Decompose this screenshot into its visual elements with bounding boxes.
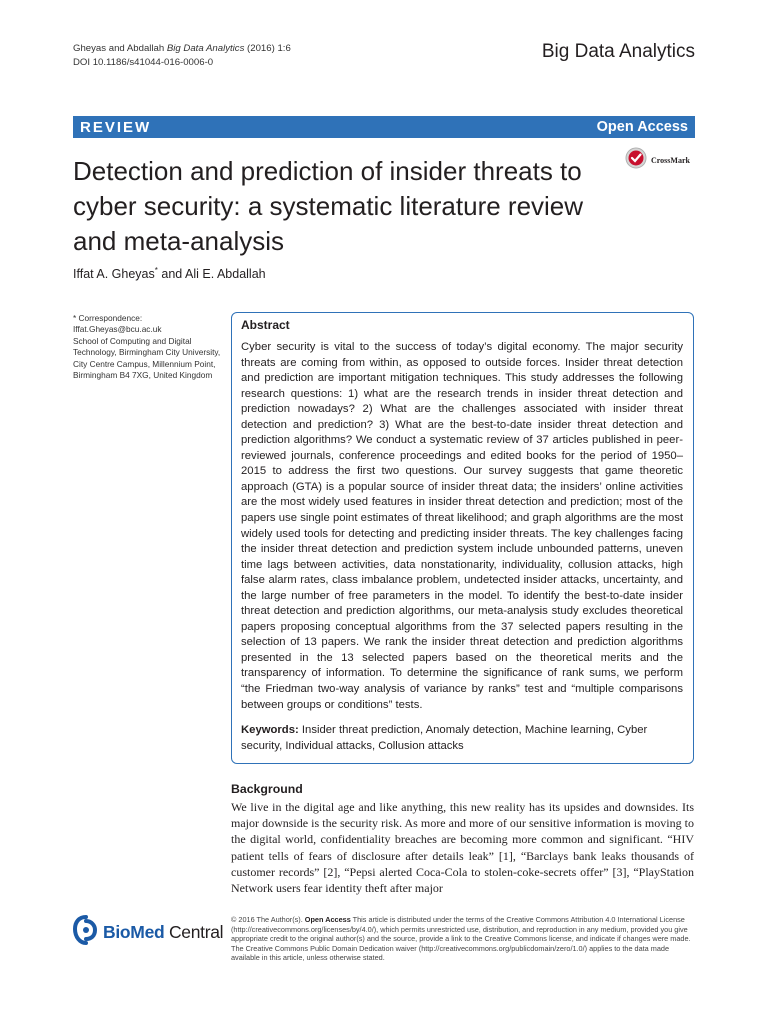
doi-line: DOI 10.1186/s41044-016-0006-0: [73, 56, 214, 68]
abstract-text: Cyber security is vital to the success of today’s digital economy. The major security threats are coming from within, as opposed to outside forces. Insider threat detection and prediction are important mitigation techniques. This study addresses the following research questions: 1) what are the research trends in insider threat detection and prediction nowadays? 2) What are the challenges associated with insider threat detection and prediction? 3) What are the best-to-date insider threat detection and prediction algorithms? We conduct a systematic review of 37 articles published in peer-reviewed journals, conference proceedings and edited books for the period of 1950–2015 to address the first two questions. Our survey suggests that game theoretic approach (GTA) is a popular source of insider threat data; the insiders’ online activities are the most widely used features in insider threat detection and prediction; most of the papers use single point estimates of threat likelihood; and graph algorithms are the most widely used tools for detecting and predicting insider threats. The key challenges facing the insider threat detection and prediction system include unbounded patterns, uneven time lags between activities, data nonstationarity, individuality, collusion attacks, high false alarm rates, class imbalance problem, undetected insider attacks, uncertainty, and the large number of free parameters in the model. To identify the best-to-date insider threat detection and prediction algorithms, our meta-analysis study excludes theoretical papers proposing conceptual algorithms from the 37 selected papers resulting in the selection of 13 papers. We rank the insider threat detection and prediction algorithms presented in the 13 selected papers based on the theoretical merits and the transparency of information. To determine the significance of rank sums, we perform “the Friedman two-way analysis of variance by ranks” test and “multiple comparisons between groups or conditions” tests.: [241, 341, 683, 711]
crossmark-label: CrossMark: [651, 156, 690, 165]
corresponding-mark: *: [154, 266, 158, 275]
citation-volume: (2016) 1:6: [244, 43, 291, 54]
license-open-access-label: Open Access: [304, 915, 351, 924]
publisher-name-regular: Central: [164, 922, 224, 942]
publisher-name-bold: BioMed: [103, 922, 165, 942]
citation-journal: Big Data Analytics: [166, 43, 245, 54]
abstract-box: [231, 312, 694, 764]
citation-line: [73, 42, 291, 56]
background-text: We live in the digital age and like anything, this new reality has its upsides and downsides. Its major downside is the security risk. As more and more of our sensitive information is moving to the digital world, confidentiality breaches are becoming more common and significant. “HIV patient tells of fears of disclosure after details leak” [1], “Barclays bank leaks thousands of customer records” [2], “Pepsi alerted Coca-Cola to stolen-coke-secrets offer” [3], “PlayStation Network users fear identity theft after major: [231, 800, 694, 896]
license-body: This article is distributed under the terms of the Creative Commons Attribution 4.0 International License (http://creativecommons.org/licenses/by/4.0/), which permits unrestricted use, distribution, and reproduction in any medium, provided you give appropriate credit to the original author(s) and the source, provide a link to the Creative Commons license, and indicate if changes were made. The Creative Commons Public Domain Dedication waiver (http://creativecommons.org/publicdomain/zero/1.0/) applies to the data made available in this article, unless otherwise stated.: [231, 915, 691, 963]
keywords: [241, 723, 683, 754]
article-type-banner: [73, 116, 695, 138]
author-name[interactable]: and Ali E. Abdallah: [157, 267, 266, 282]
crossmark-badge[interactable]: [625, 147, 690, 174]
publisher-logo: [73, 915, 223, 950]
citation-block: [73, 42, 291, 69]
email-link[interactable]: Iffat.Gheyas@bcu.ac.uk: [73, 324, 162, 335]
article-type-label: REVIEW: [80, 118, 152, 136]
abstract-heading: Abstract: [241, 318, 290, 332]
correspondence-label: * Correspondence:: [73, 313, 143, 323]
affiliation-block: [73, 313, 223, 381]
article-title: Detection and prediction of insider threats to cyber security: a systematic literature review and meta-analysis: [73, 156, 584, 256]
background-heading: Background: [231, 782, 303, 796]
author-list: [73, 266, 266, 281]
publisher-name: [103, 922, 223, 943]
keywords-list: Insider threat prediction, Anomaly detection, Machine learning, Cyber security, Individual attacks, Collusion attacks: [241, 724, 648, 752]
copyright-notice: © 2016 The Author(s).: [231, 915, 305, 924]
citation-authors: Gheyas and Abdallah: [73, 43, 167, 54]
biomed-central-icon: [73, 915, 99, 950]
author-name[interactable]: Iffat A. Gheyas: [73, 267, 155, 282]
journal-name: Big Data Analytics: [541, 41, 695, 62]
license-text: [231, 915, 694, 963]
crossmark-icon: [625, 147, 647, 174]
keywords-label: Keywords:: [241, 724, 299, 737]
open-access-label: Open Access: [596, 119, 688, 135]
affiliation-address: School of Computing and Digital Technology, Birmingham City University, City Centre Campus, Millennium Point, Birmingham B4 7XG, United Kingdom: [73, 335, 221, 381]
